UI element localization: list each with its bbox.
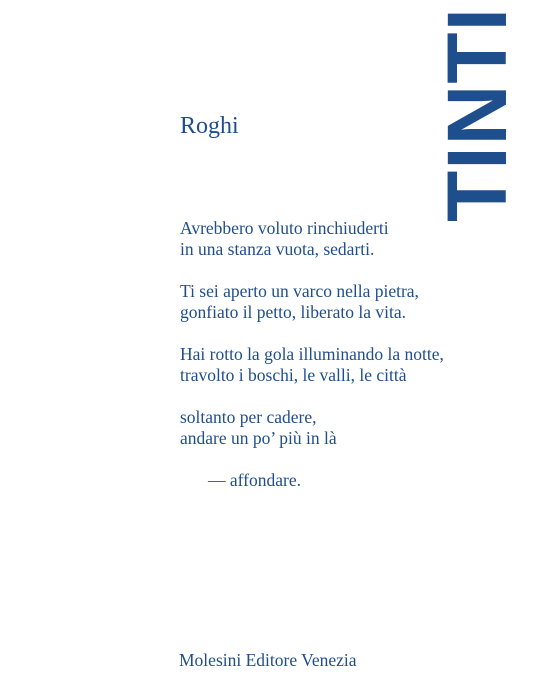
stanza-2 [180, 281, 444, 323]
publisher-imprint: Molesini Editore Venezia [179, 650, 357, 670]
poem-line: in una stanza vuota, sedarti. [180, 239, 375, 259]
poem-line: soltanto per cadere, [180, 407, 317, 427]
book-title: Roghi [180, 113, 239, 139]
poem-line: Ti sei aperto un varco nella pietra, [180, 281, 419, 301]
poem [180, 218, 444, 512]
poem-line: andare un po’ più in là [180, 428, 337, 448]
author-name: TINTI [430, 7, 524, 222]
closing-stanza [180, 470, 444, 491]
stanza-4 [180, 407, 444, 449]
poem-line: Avrebbero voluto rinchiuderti [180, 218, 389, 238]
poem-line: travolto i boschi, le valli, le città [180, 365, 407, 385]
closing-line: — affondare. [208, 470, 301, 490]
poem-line: gonfiato il petto, liberato la vita. [180, 302, 406, 322]
stanza-1 [180, 218, 444, 260]
stanza-3 [180, 344, 444, 386]
poem-line: Hai rotto la gola illuminando la notte, [180, 344, 444, 364]
